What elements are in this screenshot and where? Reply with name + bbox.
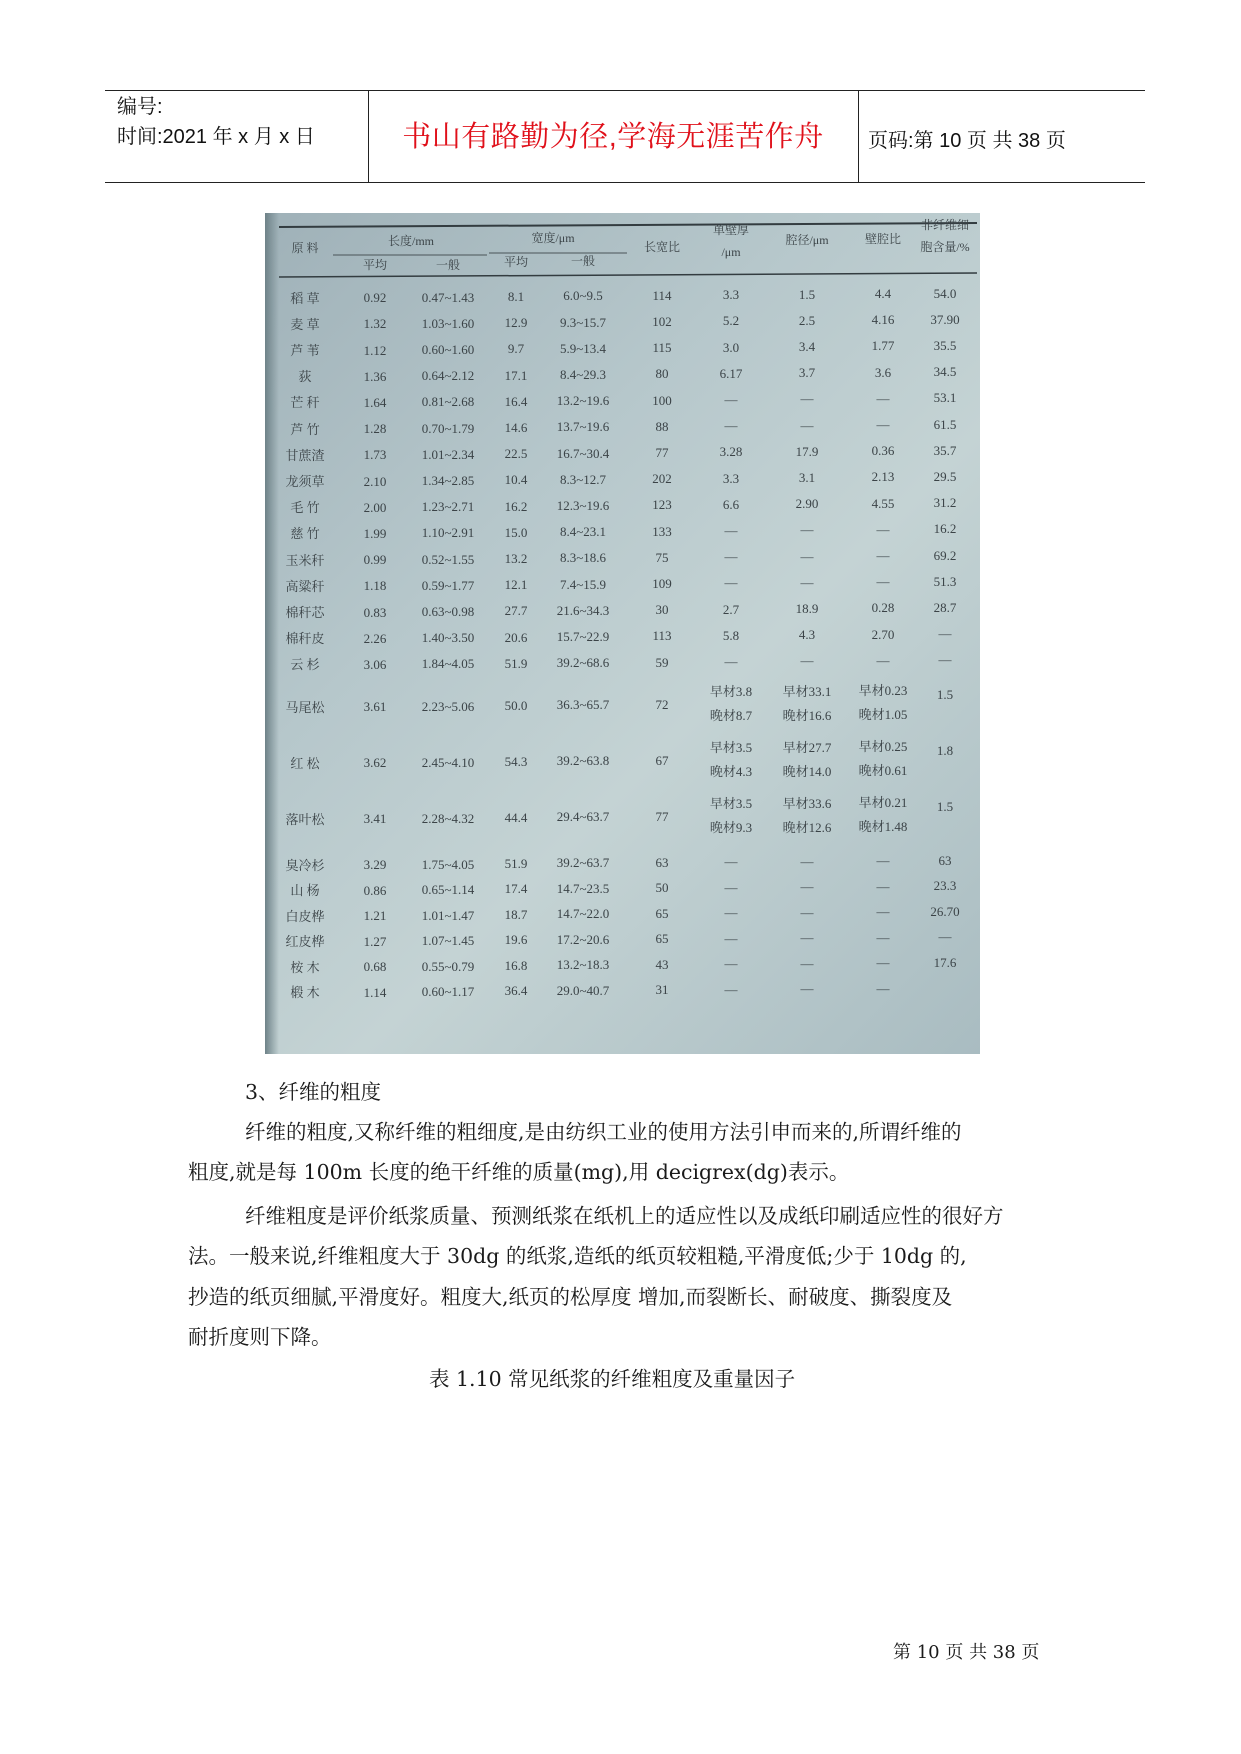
table-cell-nf: 1.5 (936, 798, 954, 814)
table-cell-len_avg: 1.99 (363, 525, 387, 541)
header-width-group: 宽度/μm (531, 230, 575, 245)
table-cell-nf: 31.2 (933, 495, 957, 511)
table-cell-len_range: 1.03~1.60 (421, 315, 475, 331)
table-cell-w_range: 36.3~65.7 (556, 697, 610, 713)
table-cell-len_avg: 1.36 (363, 368, 387, 384)
table-cell-nf: — (938, 929, 952, 945)
serial-label: 编号: (117, 96, 163, 118)
table-cell-ratio: 31 (655, 982, 669, 998)
table-cell-len_range: 0.60~1.17 (421, 984, 475, 1000)
table-cell-ratio: 114 (652, 287, 672, 303)
table-cell-len_avg: 1.18 (363, 578, 387, 594)
table-cell-lumen: 3.4 (798, 339, 816, 355)
table-cell-w_avg: 9.7 (507, 341, 525, 357)
table-cell-lumen: 1.5 (798, 286, 816, 302)
table-cell-wl-late: 晚材1.48 (858, 819, 908, 835)
table-cell-len_avg: 1.64 (363, 394, 387, 410)
table-cell-len_range: 1.34~2.85 (421, 472, 475, 488)
table-cell-wl: — (876, 853, 890, 869)
table-cell-wl: 0.28 (871, 600, 895, 616)
table-cell-w_range: 5.9~13.4 (559, 340, 607, 356)
header-width-range: 一般 (570, 254, 596, 269)
table-cell-name: 稻 草 (290, 290, 320, 306)
table-cell-lumen: 17.9 (795, 443, 819, 459)
table-cell-nf: 69.2 (933, 547, 957, 563)
table-cell-w_range: 6.0~9.5 (563, 288, 603, 304)
paragraph-2-line-1: 纤维粗度是评价纸浆质量、预测纸浆在纸机上的适应性以及成纸印刷适应性的很好方 (245, 1204, 1004, 1228)
table-cell-lumen: — (800, 853, 814, 869)
table-cell-len_avg: 2.26 (363, 630, 387, 646)
paragraph-1-line-1: 纤维的粗度,又称纤维的粗细度,是由纺织工业的使用方法引申而来的,所谓纤维的 (245, 1120, 962, 1144)
table-cell-ratio: 115 (652, 340, 672, 356)
table-cell-w_range: 8.4~23.1 (559, 524, 607, 540)
table-cell-wl: — (876, 878, 890, 894)
table-cell-ratio: 100 (652, 392, 672, 408)
header-top-rule (105, 90, 1145, 91)
table-cell-len_range: 1.01~1.47 (421, 907, 475, 923)
table-cell-wall: — (724, 549, 738, 565)
table-cell-wall: — (724, 854, 738, 870)
table-cell-ratio: 65 (655, 905, 669, 921)
table-cell-name: 玉米秆 (285, 552, 325, 568)
table-cell-nf: 37.90 (930, 311, 960, 327)
table-cell-wl: — (876, 652, 890, 668)
header-ratio: 长宽比 (643, 239, 681, 254)
table-cell-wl: 4.16 (871, 312, 895, 328)
table-cell-len_avg: 2.10 (363, 473, 387, 489)
table-cell-name: 红皮桦 (285, 934, 325, 950)
table-cell-ratio: 113 (652, 628, 672, 644)
table-cell-w_range: 15.7~22.9 (556, 629, 610, 645)
table-cell-wall-late: 晚材4.3 (709, 764, 753, 780)
table-cell-name: 芦 竹 (290, 421, 320, 437)
table-cell-lumen: — (800, 955, 814, 971)
table-cell-w_avg: 27.7 (504, 603, 528, 619)
table-cell-len_avg: 1.14 (363, 984, 387, 1000)
table-cell-nf: 29.5 (933, 468, 957, 484)
table-cell-lumen-early: 早材33.1 (782, 683, 832, 699)
table-cell-wall-late: 晚材8.7 (709, 708, 753, 724)
table-cell-len_range: 0.47~1.43 (421, 289, 475, 305)
table-cell-len_range: 0.63~0.98 (421, 603, 475, 619)
table-cell-wl-late: 晚材0.61 (858, 763, 908, 779)
table-cell-len_range: 0.52~1.55 (421, 551, 475, 567)
page-footer: 第 10 页 共 38 页 (893, 1642, 1040, 1663)
table-cell-w_range: 16.7~30.4 (556, 445, 610, 461)
table-top-rule (279, 223, 977, 227)
table-cell-w_avg: 13.2 (504, 550, 528, 566)
table-cell-lumen: — (800, 417, 814, 433)
table-cell-wl: 4.55 (871, 495, 895, 511)
table-cell-wall: — (724, 575, 738, 591)
table-cell-wall: 6.6 (722, 496, 740, 512)
header-length-group: 长度/mm (387, 233, 435, 248)
table-cell-name: 棉秆皮 (285, 631, 325, 647)
table-cell-len_range: 1.01~2.34 (421, 446, 475, 462)
table-cell-lumen-late: 晚材14.0 (782, 763, 832, 779)
table-cell-len_range: 0.81~2.68 (421, 394, 475, 410)
table-cell-w_avg: 14.6 (504, 419, 528, 435)
table-cell-nf: 35.7 (933, 442, 957, 458)
table-cell-nf: 17.6 (933, 954, 957, 970)
table-cell-w_avg: 17.4 (504, 881, 528, 897)
table-cell-name: 芦 苇 (290, 343, 320, 359)
table-cell-lumen-early: 早材27.7 (782, 739, 832, 755)
header-lumen: 腔径/μm (785, 232, 829, 247)
table-cell-name: 马尾松 (285, 699, 325, 715)
table-cell-wall: 3.28 (719, 444, 743, 460)
table-cell-lumen: — (800, 930, 814, 946)
table-cell-ratio: 80 (655, 366, 669, 382)
table-cell-w_avg: 51.9 (504, 655, 528, 671)
table-cell-w_range: 39.2~63.8 (556, 753, 610, 769)
table-cell-lumen: — (800, 653, 814, 669)
table-cell-w_range: 17.2~20.6 (556, 931, 610, 947)
table-cell-lumen: 2.90 (795, 496, 819, 512)
table-cell-w_range: 8.3~18.6 (559, 550, 607, 566)
header-width-avg: 平均 (503, 254, 529, 269)
table-cell-nf: 51.3 (933, 573, 957, 589)
table-cell-ratio: 133 (652, 523, 672, 539)
header-divider-right (858, 90, 859, 182)
table-cell-wl: — (876, 521, 890, 537)
table-cell-name: 芒 秆 (290, 395, 320, 411)
paragraph-2-line-2: 法。一般来说,纤维粗度大于 30dg 的纸浆,造纸的纸页较粗糙,平滑度低;少于 10dg 的, (188, 1244, 967, 1268)
table-cell-wall: 3.3 (722, 287, 740, 303)
table-cell-len_range: 0.60~1.60 (421, 341, 475, 357)
table-cell-lumen: — (800, 522, 814, 538)
table-cell-wl: — (876, 548, 890, 564)
table-cell-name: 红 松 (290, 755, 320, 771)
table-cell-ratio: 202 (652, 471, 672, 487)
table-cell-len_avg: 3.61 (363, 699, 387, 715)
table-cell-w_range: 39.2~68.6 (556, 655, 610, 671)
header-wall-a: 单壁厚 (712, 223, 750, 238)
table-cell-wall: — (724, 879, 738, 895)
header-length-range: 一般 (435, 257, 461, 272)
table-cell-lumen-early: 早材33.6 (782, 795, 832, 811)
table-cell-nf: 35.5 (933, 337, 957, 353)
table-cell-wl-early: 早材0.25 (858, 739, 908, 755)
table-cell-nf: 34.5 (933, 364, 957, 380)
table-cell-w_avg: 50.0 (504, 697, 528, 713)
table-cell-wall: 3.0 (722, 339, 740, 355)
table-cell-len_avg: 2.00 (363, 499, 387, 515)
table-cell-wl: — (876, 574, 890, 590)
table-cell-w_range: 13.2~19.6 (556, 393, 610, 409)
table-cell-w_range: 9.3~15.7 (559, 314, 607, 330)
table-cell-w_avg: 18.7 (504, 906, 528, 922)
table-cell-len_avg: 0.83 (363, 604, 387, 620)
table-cell-w_avg: 10.4 (504, 472, 528, 488)
table-cell-w_range: 21.6~34.3 (556, 602, 610, 618)
table-cell-nf: 23.3 (933, 878, 957, 894)
table-cell-name: 慈 竹 (290, 526, 320, 542)
table-cell-wl: — (876, 390, 890, 406)
table-cell-w_range: 8.4~29.3 (559, 367, 607, 383)
table-cell-wl: — (876, 904, 890, 920)
table-cell-len_avg: 3.29 (363, 857, 387, 873)
table-cell-wall: — (724, 418, 738, 434)
table-cell-ratio: 59 (655, 654, 669, 670)
table-cell-wl: 3.6 (874, 364, 892, 380)
header-nonfiber-a: 非纤维细 (920, 217, 970, 232)
table-cell-len_range: 1.75~4.05 (421, 856, 475, 872)
table-cell-w_avg: 16.8 (504, 957, 528, 973)
table-cell-lumen: — (800, 548, 814, 564)
table-cell-w_avg: 16.2 (504, 498, 528, 514)
table-cell-wl: 4.4 (874, 286, 892, 302)
table-cell-wl: 2.70 (871, 626, 895, 642)
table-cell-name: 毛 竹 (290, 500, 320, 516)
table-cell-wall: — (724, 905, 738, 921)
table-cell-name: 落叶松 (285, 811, 325, 827)
table-cell-wall: — (724, 956, 738, 972)
table-cell-len_avg: 1.73 (363, 447, 387, 463)
table-cell-len_range: 0.65~1.14 (421, 882, 475, 898)
table-cell-ratio: 67 (655, 752, 669, 768)
table-cell-lumen: — (800, 391, 814, 407)
table-cell-w_avg: 15.0 (504, 524, 528, 540)
table-cell-w_avg: 8.1 (507, 288, 525, 304)
table-cell-name: 白皮桦 (285, 908, 325, 924)
table-cell-wall-early: 早材3.8 (709, 684, 753, 700)
table-cell-name: 云 杉 (290, 657, 320, 673)
table-cell-len_avg: 3.62 (363, 755, 387, 771)
header-meta (117, 92, 315, 152)
table-cell-wl-early: 早材0.23 (858, 683, 908, 699)
table-cell-ratio: 109 (652, 576, 672, 592)
table-cell-len_range: 0.59~1.77 (421, 577, 475, 593)
table-cell-nf: — (938, 652, 952, 668)
table-cell-name: 桉 木 (290, 959, 320, 975)
table-cell-ratio: 65 (655, 931, 669, 947)
table-cell-name: 麦 草 (290, 316, 320, 332)
table-cell-ratio: 123 (652, 497, 672, 513)
table-cell-w_avg: 51.9 (504, 855, 528, 871)
table-cell-nf: 61.5 (933, 416, 957, 432)
table-cell-lumen-late: 晚材12.6 (782, 819, 832, 835)
table-cell-lumen: 4.3 (798, 627, 816, 643)
table-cell-len_avg: 1.27 (363, 933, 387, 949)
table-cell-ratio: 102 (652, 314, 672, 330)
table-caption: 表 1.10 常见纸浆的纤维粗度及重量因子 (429, 1367, 796, 1391)
table-cell-ratio: 63 (655, 854, 669, 870)
table-cell-ratio: 72 (655, 696, 669, 712)
table-cell-ratio: 77 (655, 808, 669, 824)
table-cell-ratio: 30 (655, 602, 669, 618)
table-cell-len_range: 1.10~2.91 (421, 525, 475, 541)
header-material: 原 料 (291, 240, 319, 255)
table-cell-len_avg: 1.28 (363, 421, 387, 437)
header-nonfiber-b: 胞含量/% (920, 239, 970, 254)
table-cell-wall: 2.7 (722, 601, 740, 617)
table-cell-lumen: — (800, 574, 814, 590)
table-cell-w_range: 12.3~19.6 (556, 498, 610, 514)
table-cell-nf: 54.0 (933, 285, 957, 301)
table-cell-len_range: 1.84~4.05 (421, 656, 475, 672)
table-cell-name: 龙须草 (285, 474, 325, 490)
table-cell-nf: 1.5 (936, 686, 954, 702)
table-cell-wall: 5.2 (722, 313, 740, 329)
table-cell-wall: 3.3 (722, 470, 740, 486)
table-cell-len_range: 2.23~5.06 (421, 698, 475, 714)
table-cell-wl: 2.13 (871, 469, 895, 485)
table-cell-w_avg: 20.6 (504, 629, 528, 645)
table-cell-w_avg: 22.5 (504, 446, 528, 462)
table-cell-wall: — (724, 930, 738, 946)
table-cell-lumen: — (800, 879, 814, 895)
table-cell-wl: 1.77 (871, 338, 895, 354)
table-cell-nf: 16.2 (933, 521, 957, 537)
table-cell-ratio: 75 (655, 549, 669, 565)
table-cell-w_avg: 44.4 (504, 809, 528, 825)
header-bottom-rule (105, 182, 1145, 183)
table-cell-nf: 28.7 (933, 599, 957, 615)
table-cell-nf: — (938, 626, 952, 642)
table-cell-nf: 63 (938, 852, 952, 868)
paragraph-2-line-4: 耐折度则下降。 (188, 1325, 332, 1349)
table-cell-lumen: 2.5 (798, 312, 816, 328)
time-label: 时间:2021 年 x 月 x 日 (117, 126, 315, 148)
paragraph-1-line-2: 粗度,就是每 100m 长度的绝干纤维的质量(mg),用 decigrex(dg)表示。 (188, 1160, 850, 1184)
table-cell-w_avg: 12.1 (504, 577, 528, 593)
table-cell-w_range: 39.2~63.7 (556, 855, 610, 871)
table-cell-w_range: 29.0~40.7 (556, 982, 610, 998)
table-cell-wl: — (876, 417, 890, 433)
table-cell-wall: — (724, 523, 738, 539)
table-cell-len_avg: 1.32 (363, 316, 387, 332)
table-cell-wall: — (724, 981, 738, 997)
table-cell-name: 荻 (298, 369, 312, 385)
table-cell-wl: — (876, 955, 890, 971)
table-cell-ratio: 88 (655, 418, 669, 434)
table-header-rule (279, 273, 977, 277)
table-cell-w_range: 29.4~63.7 (556, 809, 610, 825)
table-cell-wl: 0.36 (871, 443, 895, 459)
table-cell-w_avg: 19.6 (504, 932, 528, 948)
header-page-info: 页码:第 10 页 共 38 页 (868, 130, 1066, 152)
table-cell-len_avg: 3.41 (363, 811, 387, 827)
table-cell-nf: 53.1 (933, 390, 957, 406)
table-cell-name: 山 杨 (290, 883, 320, 899)
table-cell-nf: 1.8 (936, 742, 954, 758)
section-heading: 3、纤维的粗度 (245, 1080, 382, 1104)
table-cell-len_range: 1.40~3.50 (421, 630, 475, 646)
table-cell-len_range: 0.70~1.79 (421, 420, 475, 436)
header-wall-lumen: 壁腔比 (864, 232, 902, 247)
table-cell-lumen-late: 晚材16.6 (782, 707, 832, 723)
table-cell-len_range: 0.55~0.79 (421, 958, 475, 974)
table-cell-len_avg: 0.99 (363, 552, 387, 568)
table-cell-w_range: 13.2~18.3 (556, 957, 610, 973)
table-cell-lumen: 3.1 (798, 470, 816, 486)
table-cell-wl-early: 早材0.21 (858, 795, 908, 811)
table-cell-w_avg: 16.4 (504, 393, 528, 409)
table-cell-len_avg: 0.86 (363, 882, 387, 898)
table-cell-len_avg: 0.68 (363, 959, 387, 975)
table-cell-lumen: 3.7 (798, 365, 816, 381)
table-cell-lumen: — (800, 981, 814, 997)
table-cell-w_avg: 36.4 (504, 983, 528, 999)
table-cell-ratio: 77 (655, 445, 669, 461)
paragraph-2-line-3: 抄造的纸页细腻,平滑度好。粗度大,纸页的松厚度 增加,而裂断长、耐破度、撕裂度及 (188, 1285, 953, 1309)
table-cell-wl: — (876, 980, 890, 996)
table-cell-name: 臭冷杉 (285, 857, 325, 873)
table-cell-ratio: 50 (655, 880, 669, 896)
header-wall-b: /μm (721, 245, 741, 260)
table-cell-len_range: 1.23~2.71 (421, 499, 475, 515)
table-cell-wl-late: 晚材1.05 (858, 707, 908, 723)
table-cell-ratio: 43 (655, 956, 669, 972)
table-cell-wall-late: 晚材9.3 (709, 820, 753, 836)
table-cell-w_range: 13.7~19.6 (556, 419, 610, 435)
table-cell-wall: 5.8 (722, 627, 740, 643)
table-cell-len_avg: 1.21 (363, 908, 387, 924)
header-motto: 书山有路勤为径,学海无涯苦作舟 (402, 121, 824, 153)
table-cell-nf: 26.70 (930, 903, 960, 919)
table-cell-wall-early: 早材3.5 (709, 740, 753, 756)
table-cell-w_avg: 54.3 (504, 753, 528, 769)
table-cell-w_range: 14.7~23.5 (556, 880, 610, 896)
table-cell-lumen: — (800, 904, 814, 920)
table-cell-len_range: 2.45~4.10 (421, 754, 475, 770)
table-cell-w_range: 7.4~15.9 (559, 576, 607, 592)
table-cell-w_avg: 12.9 (504, 315, 528, 331)
table-cell-name: 甘蔗渣 (285, 447, 325, 463)
table-cell-len_avg: 0.92 (363, 290, 387, 306)
table-cell-len_avg: 3.06 (363, 656, 387, 672)
table-cell-wl: — (876, 929, 890, 945)
table-cell-wall-early: 早材3.5 (709, 796, 753, 812)
fiber-table-photo (265, 213, 980, 1054)
table-cell-wall: — (724, 392, 738, 408)
table-cell-name: 高粱秆 (285, 578, 325, 594)
table-cell-name: 椴 木 (290, 985, 320, 1001)
table-cell-len_range: 0.64~2.12 (421, 368, 475, 384)
table-cell-len_avg: 1.12 (363, 342, 387, 358)
table-cell-w_range: 14.7~22.0 (556, 906, 610, 922)
table-cell-name: 棉秆芯 (285, 605, 325, 621)
table-cell-w_avg: 17.1 (504, 367, 528, 383)
table-cell-wall: 6.17 (719, 365, 743, 381)
table-cell-len_range: 1.07~1.45 (421, 933, 475, 949)
table-cell-len_range: 2.28~4.32 (421, 810, 475, 826)
table-cell-lumen: 18.9 (795, 601, 819, 617)
table-cell-wall: — (724, 654, 738, 670)
table-cell-w_range: 8.3~12.7 (559, 471, 607, 487)
header-length-avg: 平均 (362, 258, 388, 273)
